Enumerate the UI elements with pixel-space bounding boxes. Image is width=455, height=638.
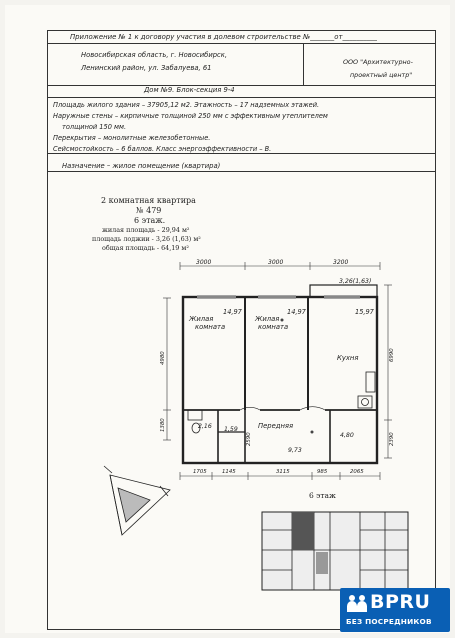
purpose-line: Назначение – жилое помещение (квартира) — [62, 162, 221, 170]
room-area-3: 15,97 — [355, 308, 374, 316]
dim-bottom-2: 1145 — [222, 469, 236, 475]
loggia-label: 3,26(1,63) — [339, 278, 372, 285]
spec-floors: Перекрытия – монолитные железобетонные. — [53, 134, 211, 142]
spec-walls-cont: толщиной 150 мм. — [62, 123, 127, 131]
dim-top-3: 3200 — [333, 259, 349, 266]
room-area-wc: 1,59 — [224, 426, 238, 433]
address-line-1: Новосибирская область, г. Новосибирск, — [81, 51, 228, 59]
loggia-area: площадь лоджии - 3,26 (1,63) м² — [92, 235, 201, 243]
room-area-2: 14,97 — [287, 308, 306, 316]
room-area-storage: 4,80 — [340, 432, 354, 439]
badge-tagline: БЕЗ ПОСРЕДНИКОВ — [346, 617, 432, 626]
room-name-hall: Передняя — [258, 422, 294, 430]
people-icon — [346, 592, 368, 614]
room-name-2b: комната — [258, 323, 289, 331]
spec-area: Площадь жилого здания – 37905,12 м2. Этажность – 17 надземных этажей. — [53, 101, 320, 109]
room-area-bath: 2,16 — [198, 423, 212, 430]
company-line-1: ООО "Архитектурно- — [343, 58, 413, 66]
dim-left-small: 1380 — [160, 418, 166, 432]
address-line-2: Ленинский район, ул. Забалуева, 61 — [81, 64, 212, 72]
apartment-title: 2 комнатная квартира — [101, 196, 196, 205]
dim-bottom-3: 3115 — [276, 469, 290, 475]
apartment-floor: 6 этаж. — [134, 216, 166, 225]
room-area-1: 14,97 — [223, 308, 242, 316]
room-name-1: Жилая — [189, 315, 214, 323]
appendix-line: Приложение № 1 к договору участия в долевом строительстве №_______от__________ — [70, 33, 377, 41]
key-plan-floor-label: 6 этаж — [309, 491, 336, 500]
dim-right-top: 6990 — [389, 348, 395, 362]
house-line: Дом №9. Блок-секция 9-4 — [144, 86, 235, 94]
living-area: жилая площадь - 29,94 м² — [102, 226, 190, 234]
room-name-1b: комната — [195, 323, 226, 331]
dim-bottom-4: 985 — [317, 469, 328, 475]
dim-right-bottom: 2390 — [389, 432, 395, 446]
highlighted-apartment — [292, 512, 314, 550]
total-area: общая площадь - 64,19 м² — [102, 244, 189, 252]
spec-walls: Наружные стены – кирпичные толщиной 250 мм с эффективным утеплителем — [53, 112, 328, 120]
apartment-number: № 479 — [136, 206, 162, 215]
dim-corridor: 2590 — [246, 432, 252, 446]
dim-bottom-5: 2065 — [350, 469, 364, 475]
room-area-hall: 9,73 — [288, 447, 302, 454]
room-name-2: Жилая — [255, 315, 280, 323]
spec-seismic: Сейсмостойкость – 6 баллов. Класс энергоэффективности – В. — [53, 145, 272, 153]
company-line-2: проектный центр" — [350, 71, 413, 79]
dim-bottom-1: 1705 — [193, 469, 207, 475]
bpru-badge[interactable] — [340, 588, 450, 632]
badge-brand: BPRU — [370, 591, 431, 613]
dim-top-1: 3000 — [196, 259, 212, 266]
dim-left: 4980 — [160, 351, 166, 365]
dim-top-2: 3000 — [268, 259, 284, 266]
room-name-3: Кухня — [337, 354, 359, 362]
